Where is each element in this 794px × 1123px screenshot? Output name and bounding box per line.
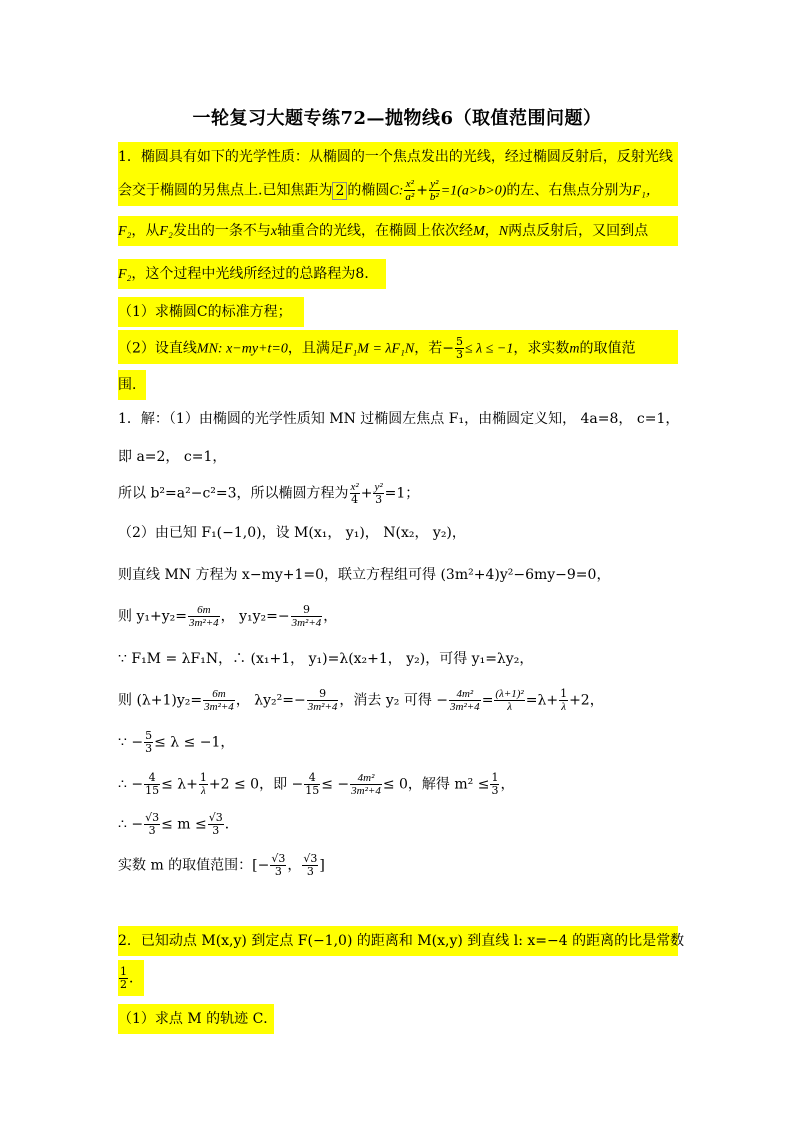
- fraction: [119, 966, 128, 991]
- text-span: ∴ −: [118, 816, 144, 833]
- text-span: ，: [323, 608, 338, 625]
- fraction-num: √3: [271, 852, 286, 865]
- text-span: 的左、右焦点分别为: [506, 182, 633, 199]
- math-span: x: [270, 224, 278, 239]
- fraction: [188, 604, 220, 629]
- problem2-question1: （1）求点 M 的轨迹 C．: [118, 1011, 278, 1027]
- problem1-question2-cont: 围．: [118, 377, 146, 393]
- fraction-num: 5: [145, 729, 153, 742]
- problem2-line2: [118, 966, 143, 991]
- text-span: =λ+: [525, 692, 559, 709]
- fraction: [559, 688, 568, 713]
- solution-line2: 即 a=2， c=1，: [118, 449, 227, 465]
- text-span: （2）设直线: [118, 340, 197, 357]
- fraction: [404, 178, 415, 203]
- text-span: 发出的一条不与: [172, 223, 271, 239]
- math-span: C:: [389, 183, 404, 199]
- math-span: F₂: [159, 224, 173, 239]
- fraction-den: 3m²+4: [188, 617, 219, 629]
- text-span: ∴ −: [118, 776, 144, 793]
- fraction-num: x²: [405, 178, 414, 190]
- text-span: ，: [484, 223, 499, 239]
- fraction-den: b²: [429, 191, 439, 203]
- fraction-den: 2: [120, 978, 127, 991]
- fraction-num: √3: [145, 811, 160, 824]
- math-span: F₂: [118, 224, 132, 239]
- solution-line9: [118, 730, 234, 755]
- fraction-den: a²: [405, 191, 415, 203]
- fraction-num: √3: [303, 852, 318, 865]
- text-span: +2 ≤ 0，即 −: [208, 776, 304, 793]
- text-span: ．: [224, 816, 239, 833]
- fraction-num: √3: [208, 811, 223, 824]
- fraction-num: 1: [199, 771, 207, 784]
- fraction: [373, 481, 383, 506]
- text-span: ，若: [414, 340, 443, 357]
- fraction-num: 5: [455, 335, 463, 348]
- text-span: ∵ −: [118, 734, 144, 751]
- fraction-den: λ: [507, 701, 512, 713]
- text-span: ≤ 0，解得 m² ≤: [382, 776, 490, 793]
- fraction-den: 3m²+4: [351, 785, 381, 797]
- fraction: [307, 688, 339, 713]
- focal-length-value: 2: [332, 182, 347, 200]
- solution-line6: [118, 604, 337, 629]
- fraction-num: 1: [560, 687, 568, 700]
- fraction: [199, 772, 208, 797]
- text-span: ，: [287, 857, 302, 874]
- fraction-den: 3: [274, 865, 282, 878]
- fraction-den: 3: [148, 824, 156, 837]
- problem1-line4: [118, 263, 378, 286]
- math-span: =1(a>b>0): [440, 183, 507, 199]
- fraction: [455, 336, 464, 361]
- fraction-den: λ: [201, 785, 206, 797]
- text-span: ．: [129, 970, 143, 987]
- solution-line5: 则直线 MN 方程为 x−my+1=0，联立方程组可得 (3m²+4)y²−6my−9=0，: [118, 567, 611, 583]
- fraction-den: 3m²+4: [291, 617, 322, 629]
- text-span: ， y₁y₂=−: [220, 608, 290, 625]
- math-span: m: [569, 341, 580, 357]
- solution-line1: 1．解：（1）由椭圆的光学性质知 MN 过椭圆左焦点 F₁，由椭圆定义知， 4a=8， c=1，: [118, 411, 680, 427]
- fraction-num: 1: [491, 771, 499, 784]
- text-span: ，消去 y₂ 可得 −: [339, 692, 449, 709]
- fraction-den: 3: [491, 784, 499, 797]
- fraction-num: 9: [291, 604, 323, 617]
- text-span: 会交于椭圆的另焦点上.已知焦距为: [118, 182, 333, 199]
- fraction-num: 6m: [188, 604, 220, 617]
- page-title: 一轮复习大题专练72—抛物线6（取值范围问题）: [192, 108, 602, 129]
- fraction-den: 15: [305, 784, 320, 797]
- text-span: ≤ m ≤: [161, 816, 207, 833]
- text-span: 两点反射后，又回到点: [508, 223, 649, 239]
- text-span: 实数 m 的取值范围：[−: [118, 857, 270, 874]
- text-span: ，: [500, 776, 515, 793]
- math-span: N: [498, 224, 509, 239]
- text-span: 8: [355, 266, 365, 282]
- text-span: ，从: [131, 223, 160, 239]
- text-span: ]: [319, 857, 325, 874]
- text-span: ≤ λ+: [161, 776, 198, 793]
- fraction: [490, 772, 499, 797]
- fraction-den: 3: [455, 348, 463, 361]
- fraction-den: 15: [145, 784, 160, 797]
- fraction: [429, 178, 440, 203]
- fraction-num: 9: [307, 688, 339, 701]
- text-span: ，且满足: [287, 340, 344, 357]
- text-span: ．: [364, 266, 379, 282]
- fraction: [494, 688, 524, 713]
- problem1-line3: [118, 220, 648, 243]
- fraction-den: 3: [306, 865, 314, 878]
- text-span: 则 (λ+1)y₂=: [118, 692, 203, 709]
- math-span: M: [473, 224, 485, 239]
- text-span: 则 y₁+y₂=: [118, 608, 187, 625]
- fraction: [144, 812, 160, 837]
- problem2-line1: 2．已知动点 M(x,y) 到定点 F(−1,0) 的距离和 M(x,y) 到直线 l: x=−4 的距离的比是常数: [118, 933, 685, 949]
- solution-line12: [118, 853, 325, 878]
- text-span: =1；: [384, 485, 420, 502]
- fraction: [302, 853, 318, 878]
- solution-line11: [118, 812, 239, 837]
- fraction: [350, 772, 382, 797]
- text-span: ， λy₂²=−: [235, 692, 306, 709]
- text-span: ≤ λ ≤ −1，: [154, 734, 235, 751]
- math-span: F₁，: [632, 183, 660, 199]
- solution-line3: 所以 b²=a²−c²=3，所以椭圆方程为 $\frac{\text{x²}}{4}$ + $\frac{\text{y²}}{3}$ =1；: [118, 481, 420, 506]
- problem1-line1: 1．椭圆具有如下的光学性质：从椭圆的一个焦点发出的光线，经过椭圆反射后，反射光线: [118, 149, 673, 165]
- text-span: 所以 b²=a²−c²=3，所以椭圆方程为: [118, 485, 349, 502]
- fraction-num: 4: [304, 772, 320, 785]
- fraction-den: λ: [561, 701, 566, 713]
- text-span: =: [481, 692, 494, 709]
- fraction: [291, 604, 323, 629]
- fraction: [144, 772, 160, 797]
- problem1-question1: （1）求椭圆C的标准方程；: [118, 304, 292, 320]
- fraction: [203, 688, 235, 713]
- fraction-num: x²: [350, 481, 359, 493]
- fraction: [208, 812, 224, 837]
- text-span: 轴重合的光线，在椭圆上依次经: [277, 223, 474, 239]
- text-span: 的椭圆: [347, 182, 390, 199]
- fraction-num: 1: [120, 965, 127, 978]
- solution-line8: [118, 688, 604, 713]
- math-span: F₁M = λF₁N: [343, 341, 415, 357]
- fraction: [449, 688, 481, 713]
- fraction-den: 3m²+4: [450, 701, 480, 713]
- fraction-den: 3: [375, 493, 383, 506]
- fraction-num: y²: [430, 178, 439, 190]
- text-span: ，求实数: [513, 340, 570, 357]
- math-span: ≤ λ ≤ −1: [464, 341, 514, 357]
- problem1-question2: （2）设直线MN: x−my+t=0，且满足F₁M = λF₁N，若− $\frac{5}{3}$ ≤ λ ≤ −1，求实数m的取值范: [118, 335, 636, 361]
- text-span: ≤ −: [321, 776, 350, 793]
- fraction: [304, 772, 320, 797]
- fraction: [144, 730, 153, 755]
- fraction-num: 4m²: [449, 688, 481, 701]
- math-span: MN: x−my+t=0: [196, 341, 288, 357]
- fraction: [270, 853, 286, 878]
- math-span: F₂: [118, 267, 132, 282]
- fraction-den: 4: [351, 493, 359, 506]
- text-span: 的取值范: [579, 340, 636, 357]
- fraction-num: 4m²: [350, 772, 382, 785]
- text-span: ，这个过程中光线所经过的总路程为: [131, 266, 356, 282]
- fraction-num: (λ+1)²: [495, 688, 524, 700]
- fraction-den: 3: [212, 824, 220, 837]
- problem1-line2: 会交于椭圆的另焦点上.已知焦距为 2 的椭圆C: $\frac{\text{x²}}{\text{a²}}$ + $\frac{\text{y²}}{\text{b²}}$ =1(a>b>0)的左、右焦点分别为F₁，: [118, 178, 660, 203]
- fraction-num: 6m: [203, 688, 235, 701]
- solution-line10: [118, 772, 514, 797]
- fraction-den: 3: [145, 742, 153, 755]
- fraction-num: 4: [144, 772, 160, 785]
- fraction: [350, 481, 360, 506]
- text-span: +2，: [569, 692, 604, 709]
- fraction-num: y²: [374, 481, 383, 493]
- fraction-den: 3m²+4: [204, 701, 234, 713]
- solution-line7: ∵ F₁M = λF₁N，∴ (x₁+1， y₁)=λ(x₂+1， y₂)，可得 y₁=λy₂，: [118, 651, 534, 667]
- fraction-den: 3m²+4: [307, 701, 338, 713]
- solution-line4: （2）由已知 F₁(−1,0)，设 M(x₁， y₁)， N(x₂， y₂)，: [118, 525, 466, 541]
